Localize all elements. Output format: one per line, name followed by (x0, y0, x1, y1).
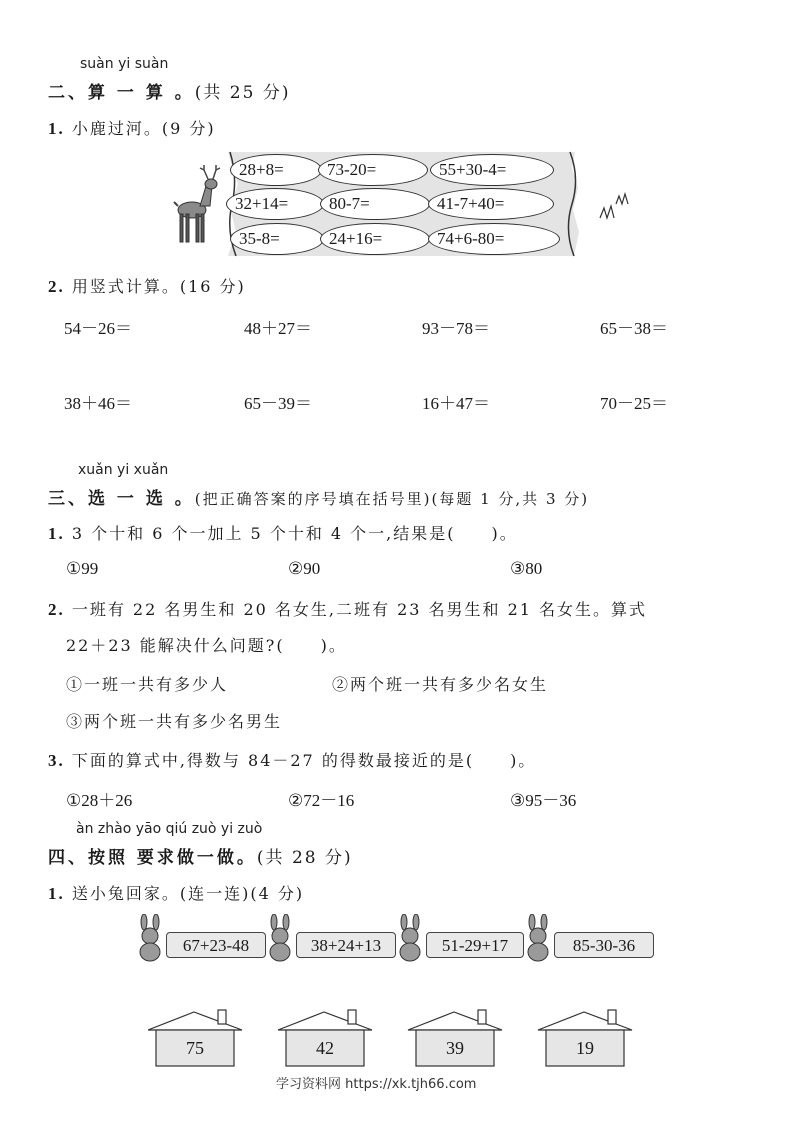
section4-pinyin: àn zhào yāo qiú zuò yi zuò (76, 821, 263, 837)
s3-q1-option: ②90 (288, 559, 321, 578)
vertical-calc-eq: 93－78＝ (422, 319, 490, 338)
s3-q3-option: ③95－36 (510, 791, 577, 810)
s3-q2-num: 2. (48, 600, 65, 619)
house-number: 75 (186, 1038, 204, 1058)
s3-q2 (48, 597, 647, 620)
s2-q1-text: 小鹿过河。(9 分) (71, 119, 216, 138)
s3-q1-text: 3 个十和 6 个一加上 5 个十和 4 个一,结果是( )。 (71, 524, 518, 543)
vertical-calc-eq: 48＋27＝ (244, 319, 312, 338)
s2-q2-num: 2. (48, 277, 65, 296)
section2-heading-text: 二、算 一 算 。 (48, 83, 195, 103)
vertical-calc-eq: 65－38＝ (600, 319, 668, 338)
section3-heading (48, 484, 589, 509)
river-stone-eq: 41-7+40= (428, 188, 554, 220)
s3-q1 (48, 521, 518, 544)
rabbit-icon (140, 914, 160, 961)
house-number: 42 (316, 1038, 334, 1058)
section2-pinyin: suàn yi suàn (80, 56, 169, 72)
river-stone-eq: 28+8= (230, 154, 322, 186)
s3-q3 (48, 748, 536, 771)
section4-heading-text: 四、按照 要求做一做。 (48, 848, 257, 868)
rabbit-icon (270, 914, 290, 961)
s3-q3-option: ①28＋26 (66, 791, 133, 810)
river-stone-eq: 35-8= (230, 223, 324, 255)
rabbit-icon (528, 914, 548, 961)
rabbit-expression: 85-30-36 (554, 932, 654, 958)
s3-q3-num: 3. (48, 751, 65, 770)
river-stone-eq: 32+14= (226, 188, 324, 220)
s3-q1-num: 1. (48, 524, 65, 543)
river-figure (160, 148, 640, 260)
river-stone-eq: 55+30-4= (430, 154, 554, 186)
section3-heading-text: 三、选 一 选 。 (48, 489, 195, 509)
rabbit-expression: 51-29+17 (426, 932, 524, 958)
s4-q1-num: 1. (48, 884, 65, 903)
rabbit-icon (400, 914, 420, 961)
river-stone-eq: 73-20= (318, 154, 428, 186)
s3-q2-option: ②两个班一共有多少名女生 (332, 675, 549, 694)
house-row (148, 1008, 638, 1068)
s3-q2-line1: 一班有 22 名男生和 20 名女生,二班有 23 名男生和 21 名女生。算式 (71, 600, 648, 619)
vertical-calc-eq: 65－39＝ (244, 394, 312, 413)
river-stone-eq: 24+16= (320, 223, 430, 255)
river-stone-eq: 74+6-80= (428, 223, 560, 255)
deer-icon (174, 165, 220, 242)
footer-watermark: 学习资料网 https://xk.tjh66.com (276, 1077, 477, 1092)
vertical-calc-eq: 54－26＝ (64, 319, 132, 338)
rabbit-expression: 67+23-48 (166, 932, 266, 958)
rabbit-row (136, 914, 656, 964)
s3-q2-option: ③两个班一共有多少名男生 (66, 712, 283, 731)
section3-pinyin: xuǎn yi xuǎn (78, 462, 169, 478)
rabbit-expression: 38+24+13 (296, 932, 396, 958)
s3-q2-line2: 22＋23 能解决什么问题?( )。 (66, 636, 347, 655)
vertical-calc-eq: 70－25＝ (600, 394, 668, 413)
section2-points: (共 25 分) (194, 83, 291, 103)
s2-q2 (48, 274, 246, 297)
section2-heading (48, 78, 290, 103)
house-number: 19 (576, 1038, 594, 1058)
s3-q3-option: ②72－16 (288, 791, 355, 810)
s3-q3-text: 下面的算式中,得数与 84－27 的得数最接近的是( )。 (71, 751, 537, 770)
s4-q1-text: 送小兔回家。(连一连)(4 分) (71, 884, 305, 903)
section4-points: (共 28 分) (256, 848, 353, 868)
s4-q1 (48, 881, 304, 904)
s3-q2-option: ①一班一共有多少人 (66, 675, 229, 694)
grass-icon (600, 194, 628, 218)
s2-q2-text: 用竖式计算。(16 分) (71, 277, 246, 296)
s2-q1 (48, 116, 216, 139)
river-stone-eq: 80-7= (320, 188, 430, 220)
s3-q1-option: ③80 (510, 559, 543, 578)
vertical-calc-eq: 38＋46＝ (64, 394, 132, 413)
vertical-calc-eq: 16＋47＝ (422, 394, 490, 413)
s2-q1-num: 1. (48, 119, 65, 138)
s3-q1-option: ①99 (66, 559, 99, 578)
house-number: 39 (446, 1038, 464, 1058)
section4-heading (48, 843, 353, 868)
section3-points: (把正确答案的序号填在括号里)(每题 1 分,共 3 分) (194, 490, 590, 508)
